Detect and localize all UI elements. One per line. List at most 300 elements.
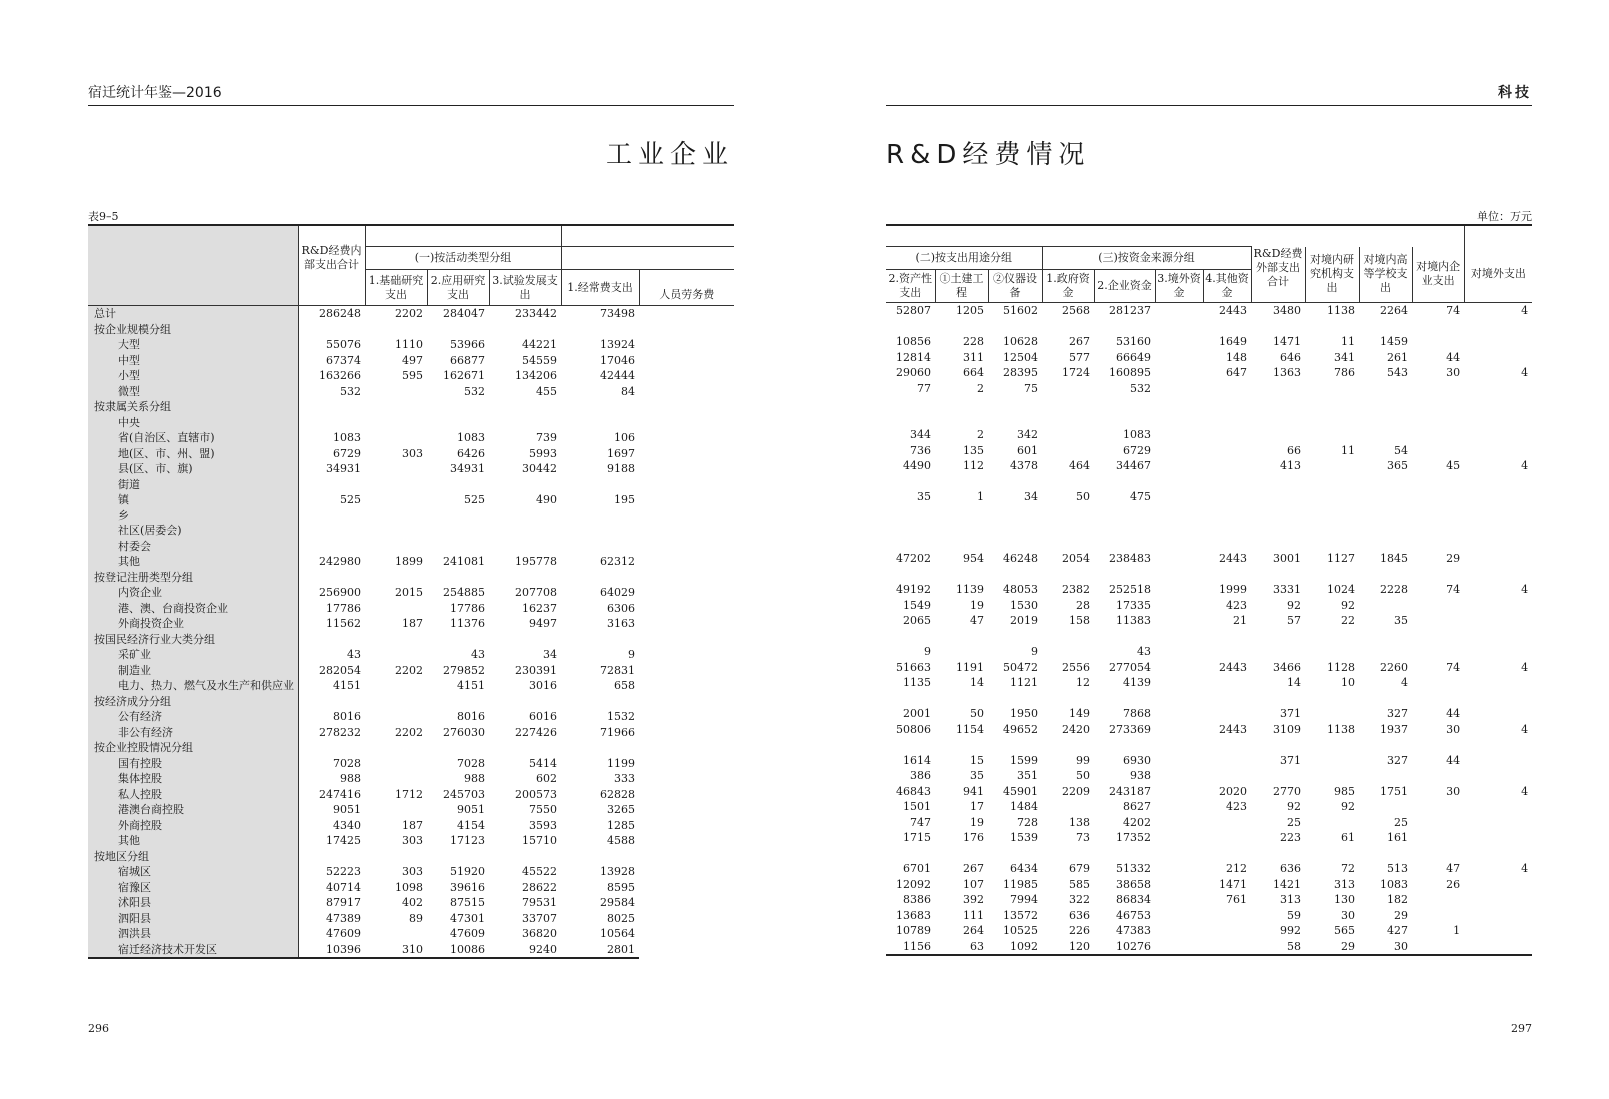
table-cell: 9051 [457,803,485,816]
table-cell [1464,815,1532,831]
table-cell [1464,350,1532,366]
table-cell: 10086 [427,942,489,959]
table-cell: 44221 [522,338,558,351]
table-cell [935,737,988,753]
table-cell: 51332 [1116,862,1151,875]
table-cell [489,740,561,756]
table-cell [365,492,427,508]
table-row [886,939,1532,956]
table-cell [1305,691,1359,707]
table-cell: 53966 [450,338,485,351]
table-row [886,830,1532,846]
table-cell: 29060 [896,366,931,379]
table-cell: 1138 [1327,304,1355,317]
table-cell [1359,768,1412,784]
table-cell: 33707 [522,911,558,925]
col-enterprise: 2.企业资金 [1094,270,1155,303]
table-cell: 79531 [522,896,558,909]
table-cell [1155,582,1203,598]
table-cell [1464,412,1532,428]
table-cell [1412,908,1464,924]
table-cell [1203,644,1251,660]
table-row [88,818,734,834]
table-cell [1094,474,1155,490]
table-cell: 10789 [896,924,931,937]
table-cell: 71966 [600,725,636,739]
table-cell: 264 [963,924,984,937]
table-cell: 30 [1446,366,1461,379]
table-cell: 73 [1076,831,1090,844]
table-cell: 17786 [326,601,361,615]
table-row [886,644,1532,660]
table-cell [1251,768,1305,784]
table-cell [1203,567,1251,583]
table-cell: 3001 [1273,552,1301,565]
table-row [886,598,1532,614]
yearbook-title: 宿迁统计年鉴—2016 [88,85,222,101]
table-cell: 2264 [1380,304,1408,317]
table-cell: 29 [1305,939,1359,956]
table-row [886,551,1532,567]
table-cell [1042,567,1094,583]
table-cell [1251,644,1305,660]
table-row [886,319,1532,335]
table-cell: 1751 [1380,784,1408,798]
table-cell [1155,474,1203,490]
table-cell [1359,489,1412,505]
table-cell: 5414 [529,756,558,770]
table-cell: 254885 [443,586,485,599]
table-cell [1094,505,1155,521]
table-cell: 64029 [600,586,636,599]
table-cell: 30 [1359,939,1412,956]
table-cell: 273369 [1109,722,1151,736]
table-cell [1094,536,1155,552]
table-cell [886,737,935,753]
table-row [88,539,734,555]
unit-label: 单位：万元 [1477,210,1532,223]
table-cell: 12504 [1003,350,1038,364]
table-row [886,784,1532,800]
table-cell: 66649 [1116,350,1151,364]
table-cell: 6306 [607,601,636,615]
table-cell: 3163 [607,617,636,630]
table-cell: 4 [1521,862,1529,875]
table-cell: 9 [1031,645,1038,658]
stub-header [88,225,298,306]
table-cell: 2420 [1062,722,1090,736]
row-label: 宿迁经济技术开发区 [88,942,298,959]
table-cell: 1139 [956,583,984,596]
table-cell [1251,412,1305,428]
col-construction: ①土建工程 [935,270,988,303]
table-cell [1203,520,1251,536]
row-label: 省(自治区、直辖市) [88,430,298,446]
table-cell: 286248 [319,307,361,320]
table-cell [1094,737,1155,753]
table-cell [561,570,639,586]
table-cell: 747 [910,815,931,829]
table-cell: 1484 [1010,800,1038,813]
table-cell [1155,350,1203,366]
table-cell: 17 [970,800,984,813]
table-row [88,477,734,493]
row-label: 按经济成分分组 [88,694,298,710]
table-cell [1464,443,1532,459]
table-cell [935,412,988,428]
table-cell: 8016 [333,710,361,723]
table-cell: 34931 [450,462,485,475]
table-cell: 1024 [1327,583,1355,596]
table-cell [365,694,427,710]
table-cell: 279852 [443,663,485,677]
table-cell: 513 [1387,862,1408,875]
table-cell: 392 [963,893,984,906]
table-cell [1155,427,1203,443]
table-cell: 50806 [896,722,931,736]
table-cell [1251,691,1305,707]
table-cell [1305,815,1359,831]
table-row [886,660,1532,676]
table-cell [1155,303,1203,319]
table-cell [1155,939,1203,956]
table-cell [1359,505,1412,521]
table-cell: 1083 [1380,877,1408,891]
row-label: 非公有经济 [88,725,298,741]
table-cell: 3265 [607,803,636,816]
table-cell [365,415,427,431]
table-cell [365,756,427,772]
table-cell [1042,381,1094,397]
table-cell [1305,381,1359,397]
table-cell [1251,489,1305,505]
table-cell: 25 [1394,815,1408,829]
table-cell: 2443 [1219,660,1247,674]
table-cell [935,520,988,536]
table-cell [1412,629,1464,645]
table-cell [1359,427,1412,443]
table-row [88,926,734,942]
table-cell [365,523,427,539]
table-cell [489,415,561,431]
table-row [886,675,1532,691]
page-title-right: R&D经费情况 [886,140,1091,170]
col-to-abroad: 对境外支出 [1464,247,1532,303]
running-head-right [886,84,1532,106]
row-label: 县(区、市、旗) [88,461,298,477]
table-cell: 985 [1334,784,1355,798]
table-cell: 45901 [1003,784,1038,798]
table-cell: 241081 [443,555,485,568]
table-cell [1203,815,1251,831]
table-row [886,691,1532,707]
table-cell: 1549 [903,598,931,612]
table-row [88,911,734,927]
group-continued-header [561,247,734,270]
table-cell [561,740,639,756]
table-cell: 281237 [1109,304,1151,317]
row-label: 宿城区 [88,864,298,880]
table-cell [489,694,561,710]
table-cell: 2020 [1219,784,1247,798]
table-cell [1464,923,1532,939]
table-cell [427,849,489,865]
table-cell [1155,489,1203,505]
table-cell [1155,567,1203,583]
table-cell: 8016 [457,710,485,723]
table-cell [561,477,639,493]
table-row [88,895,734,911]
table-cell: 30442 [522,462,558,475]
table-cell [1155,691,1203,707]
table-cell: 267 [963,862,984,875]
table-cell [1203,691,1251,707]
table-cell [1155,784,1203,800]
table-cell: 17425 [326,834,361,847]
table-cell [1305,474,1359,490]
table-cell: 10 [1341,676,1355,689]
row-label: 按企业规模分组 [88,322,298,338]
table-cell: 9 [924,645,931,658]
running-head-left [88,84,734,106]
table-cell: 9497 [529,617,558,630]
table-cell: 87515 [450,896,485,909]
table-cell: 313 [1280,893,1301,906]
table-cell: 413 [1280,459,1301,472]
table-cell: 1712 [395,787,423,801]
table-cell [298,508,365,524]
table-cell [1412,675,1464,691]
table-cell: 130 [1334,893,1355,906]
table-cell: 1205 [956,304,984,317]
table-row [886,303,1532,319]
table-cell: 427 [1387,924,1408,937]
table-cell: 45 [1446,459,1461,472]
table-cell: 1098 [395,880,423,894]
table-cell: 1471 [1273,335,1301,348]
table-cell: 111 [963,908,984,922]
table-cell [365,802,427,818]
table-row [88,632,734,648]
table-cell: 138 [1069,815,1090,829]
table-cell [1203,319,1251,335]
table-row [88,508,734,524]
table-cell: 38658 [1116,877,1151,891]
table-cell: 988 [464,772,485,785]
table-row [88,446,734,462]
table-cell [1203,443,1251,459]
table-cell [1464,675,1532,691]
table-cell: 163266 [319,369,361,382]
row-label: 国有控股 [88,756,298,772]
table-row [886,923,1532,939]
table-cell: 58 [1251,939,1305,956]
table-cell [365,430,427,446]
table-cell: 66 [1287,443,1301,457]
table-row [88,492,734,508]
table-cell [365,461,427,477]
table-cell [1155,706,1203,722]
table-cell [1464,427,1532,443]
row-label: 泗洪县 [88,926,298,942]
table-cell [427,539,489,555]
table-cell: 47389 [326,911,361,925]
table-cell [1412,737,1464,753]
table-cell [1464,520,1532,536]
table-cell: 42444 [600,369,636,382]
table-cell: 303 [402,865,423,878]
table-cell [1359,412,1412,428]
table-cell: 182 [1387,893,1408,906]
table-row [886,412,1532,428]
table-cell: 2568 [1062,304,1090,317]
table-cell: 49652 [1003,722,1038,736]
table-cell: 303 [402,834,423,847]
table-cell: 646 [1280,350,1301,364]
table-cell: 120 [1042,939,1094,956]
table-cell [365,926,427,942]
table-cell: 228 [963,335,984,348]
table-cell: 50472 [1003,660,1038,674]
table-row [886,815,1532,831]
table-cell [935,536,988,552]
table-cell: 9188 [607,462,636,475]
table-cell: 3593 [529,818,558,832]
table-cell [1464,505,1532,521]
table-cell: 786 [1334,366,1355,379]
table-cell: 87917 [326,896,361,909]
table-cell [1412,892,1464,908]
table-cell: 2202 [395,307,423,320]
table-row [88,787,734,803]
table-cell: 30 [1446,784,1461,798]
table-cell: 59 [1287,908,1301,922]
table-cell: 34931 [326,462,361,475]
table-row [88,833,734,849]
table-cell [1155,722,1203,738]
table-cell [1305,629,1359,645]
table-cell [1464,567,1532,583]
table-cell: 223 [1280,831,1301,844]
table-cell [1155,334,1203,350]
table-cell: 2202 [395,663,423,677]
table-cell [1094,691,1155,707]
table-cell: 1697 [607,446,636,460]
table-cell: 39616 [450,880,485,894]
table-row [886,768,1532,784]
table-cell: 1 [977,490,984,503]
table-cell [1094,396,1155,412]
table-number: 表9–5 [88,210,119,223]
table-cell: 4 [1401,676,1408,689]
table-cell: 532 [464,384,485,398]
table-cell: 92 [1341,800,1355,813]
table-cell: 36820 [522,927,558,940]
table-cell: 43 [471,648,485,661]
table-cell [1464,830,1532,846]
table-cell: 1138 [1327,722,1355,736]
table-cell: 4154 [457,818,485,832]
table-cell [1464,598,1532,614]
table-cell: 8025 [607,911,636,925]
table-cell [1464,691,1532,707]
table-cell: 3331 [1273,583,1301,596]
table-cell: 12092 [896,877,931,891]
table-row [88,709,734,725]
table-cell [1094,412,1155,428]
table-cell: 267 [1069,335,1090,348]
table-cell [1094,629,1155,645]
table-cell [1042,536,1094,552]
table-cell [1203,536,1251,552]
table-cell [298,523,365,539]
table-row [88,880,734,896]
table-cell [988,691,1042,707]
col-labor: 人员劳务费 [639,270,734,306]
table-row [88,678,734,694]
table-cell: 187 [402,617,423,630]
table-cell [1203,474,1251,490]
table-cell [1412,489,1464,505]
table-cell [298,849,365,865]
table-cell: 34 [543,648,558,661]
table-cell: 4139 [1123,676,1151,689]
table-cell: 207708 [515,586,558,599]
table-cell [1359,691,1412,707]
table-cell [886,691,935,707]
table-row [88,570,734,586]
table-cell [1203,489,1251,505]
table-cell: 74 [1446,583,1461,596]
table-cell: 543 [1387,366,1408,379]
table-cell: 112 [963,459,984,472]
table-cell: 1083 [457,431,485,444]
table-cell [489,632,561,648]
table-cell [1155,815,1203,831]
table-cell [1412,474,1464,490]
table-cell [1412,815,1464,831]
table-cell: 45522 [522,865,558,878]
table-cell [427,322,489,338]
table-cell [1155,675,1203,691]
table-cell [561,399,639,415]
table-cell: 13924 [600,338,636,351]
table-cell [935,644,988,660]
table-cell: 13572 [1003,908,1038,922]
table-cell: 1083 [333,431,361,444]
table-row [886,505,1532,521]
table-cell: 9 [628,648,636,661]
col-experimental: 3.试验发展支出 [489,270,561,306]
table-cell [1155,660,1203,676]
table-cell: 40714 [326,880,361,894]
table-cell [1155,846,1203,862]
table-row [886,458,1532,474]
table-cell: 602 [536,772,558,785]
table-cell: 187 [402,818,423,832]
table-cell [489,849,561,865]
table-cell [1464,474,1532,490]
row-label: 采矿业 [88,647,298,663]
table-cell: 52223 [326,865,361,878]
table-cell: 47609 [326,927,361,940]
table-cell [1412,505,1464,521]
table-cell [561,508,639,524]
table-cell [1412,319,1464,335]
table-cell: 3480 [1273,304,1301,317]
table-cell: 1845 [1380,552,1408,565]
table-cell [1251,427,1305,443]
